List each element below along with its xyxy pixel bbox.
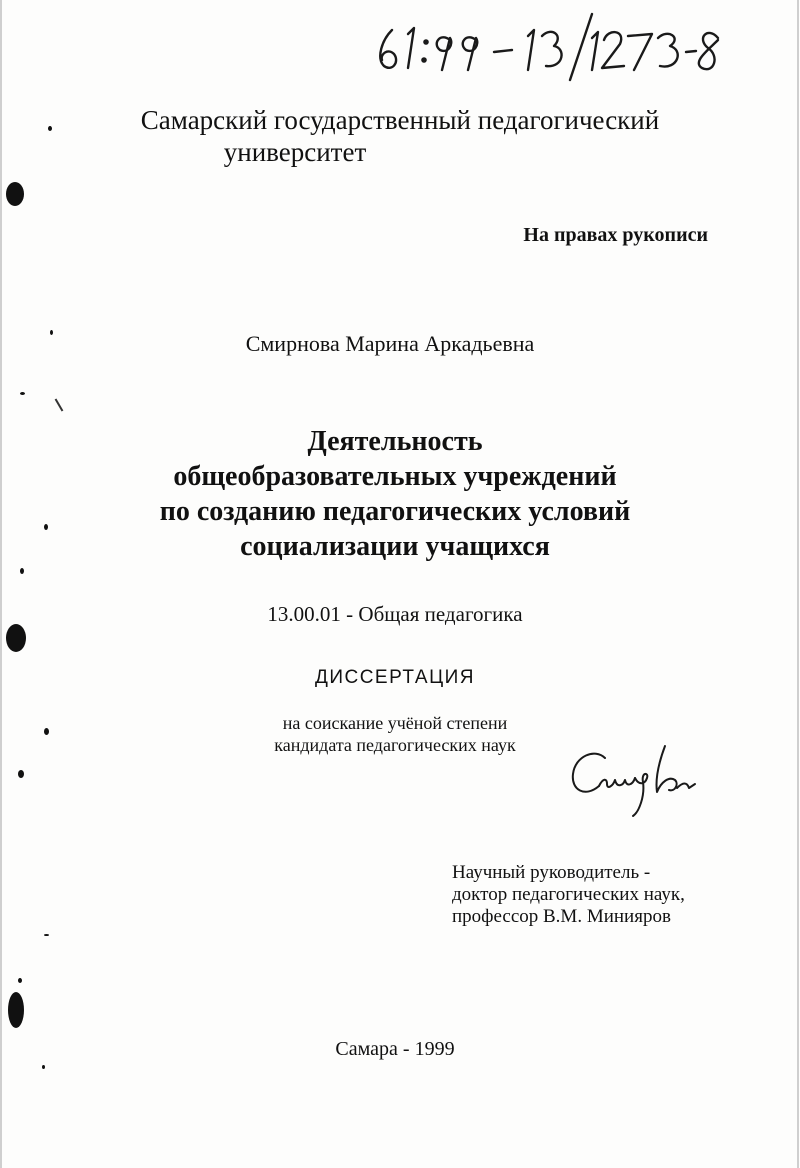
place-and-year: Самара - 1999 [335, 1038, 455, 1060]
degree-line-2: кандидата педагогических наук [274, 735, 516, 755]
supervisor-line-1: Научный руководитель - [452, 862, 651, 883]
scan-speck [44, 524, 48, 530]
title-line-4: социализации учащихся [240, 531, 550, 562]
specialty-code: 13.00.01 - Общая педагогика [267, 602, 523, 626]
scan-speck [44, 728, 49, 735]
degree-line-1: на соискание учёной степени [282, 713, 508, 733]
scientific-supervisor [452, 862, 685, 928]
author-name: Смирнова Марина Аркадьевна [245, 331, 535, 356]
dissertation-title [0, 424, 790, 564]
scan-speck [20, 392, 25, 395]
supervisor-line-3: профессор В.М. Минияров [452, 906, 671, 927]
punch-hole-mark [8, 992, 24, 1028]
scan-speck [42, 1065, 45, 1069]
scan-edge-left [0, 0, 2, 1168]
scan-speck [20, 568, 24, 574]
title-line-2: общеобразовательных учреждений [173, 461, 617, 492]
scan-speck [18, 770, 24, 778]
punch-hole-mark [6, 624, 26, 652]
rights-notice: На правах рукописи [523, 224, 708, 246]
scan-speck [55, 398, 64, 411]
title-line-1: Деятельность [307, 426, 483, 457]
supervisor-line-2: доктор педагогических наук, [452, 884, 685, 905]
scan-edge-right [797, 0, 799, 1168]
scan-speck [50, 330, 53, 335]
document-type: ДИССЕРТАЦИЯ [314, 667, 476, 688]
scan-speck [48, 126, 52, 131]
institution-name [100, 104, 700, 168]
punch-hole-mark [6, 182, 24, 206]
author-signature [565, 738, 725, 822]
institution-line-1: Самарский государственный педагогический [140, 105, 660, 135]
title-line-3: по созданию педагогических условий [159, 496, 631, 527]
archive-mark-handwriting [370, 12, 730, 82]
scan-speck [44, 934, 49, 936]
institution-line-2: университет [223, 137, 367, 167]
scan-speck [18, 978, 22, 983]
